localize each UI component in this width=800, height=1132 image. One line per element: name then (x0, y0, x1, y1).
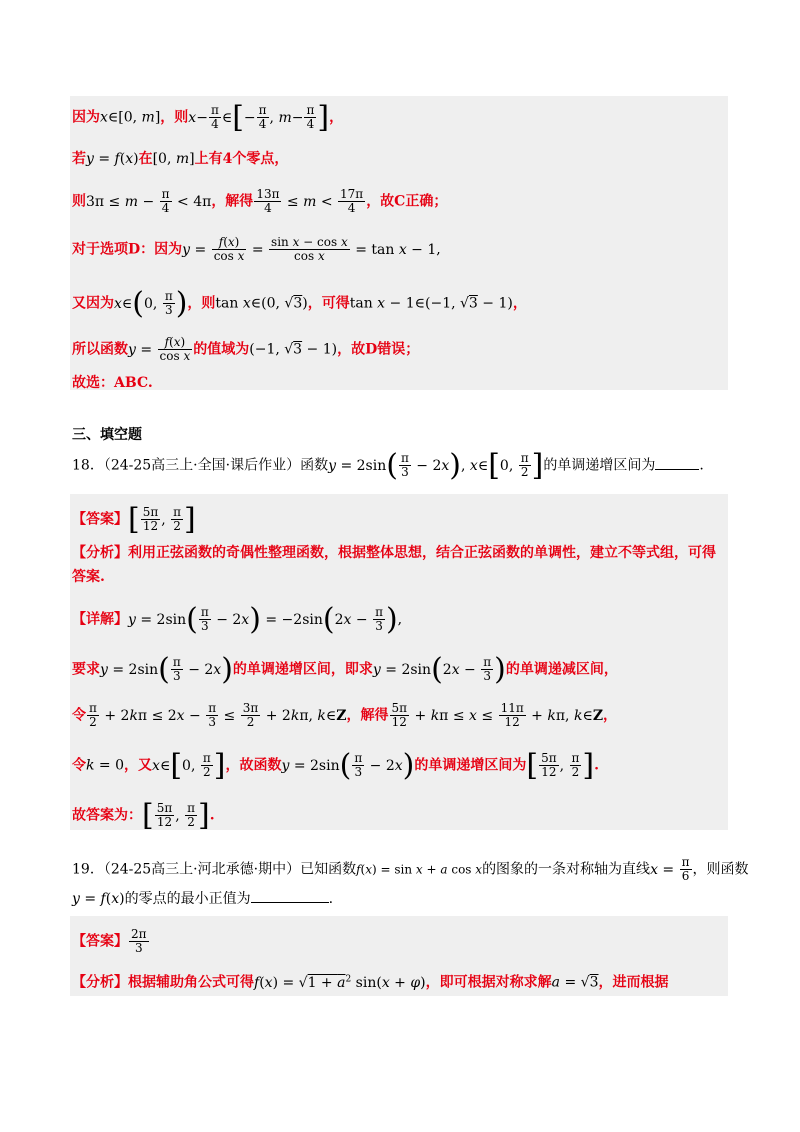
text: ，即可根据对称求解 (425, 974, 552, 991)
text: （24-25高三上·河北承德·期中）已知函数 (103, 861, 357, 878)
text: 故答案为： (72, 807, 142, 824)
q18-detail-2 (72, 651, 728, 687)
math: x (100, 109, 108, 126)
solution-line-5 (72, 285, 728, 321)
math: tan x − 1∈(−1, √3 − 1) (349, 295, 513, 312)
text: ，故D错误； (337, 341, 420, 358)
analysis-label: 【分析】 (72, 974, 128, 991)
text: ，进而根据 (598, 974, 669, 991)
q18-answer (72, 501, 728, 537)
text: 则 (72, 193, 86, 210)
math: 3π ≤ m − $\frac{\pi}{4}$ < 4π (86, 187, 212, 215)
q18-detail-1: 【详解】y = 2sin( $\frac{\pi}{3}$ − 2x) = −2sin(2x − $\frac{\pi}{3}$ ), (72, 601, 403, 637)
text: 根据辅助角公式可得 (128, 974, 254, 991)
math: $\frac{13\pi}{4}$ ≤ m < $\frac{17\pi}{4}$ (256, 187, 364, 215)
math: y = $\frac{f(x)}{\text{cos x}}$ = $\frac{\text{sin x − cos x}}{\text{cos x}}$ = tan x − 1 (182, 235, 437, 263)
math: x = $\frac{\pi}{6}$ (650, 855, 690, 883)
q19-question-1 (72, 855, 749, 883)
q19-analysis (72, 970, 728, 992)
math: $\frac{2\pi}{3}$ (131, 927, 147, 955)
answer-blank (655, 457, 699, 470)
math: x− $\frac{\pi}{4}$ ∈[− $\frac{\pi}{4}$ , m− $\frac{\pi}{4}$ ] (188, 99, 330, 135)
math: [0, m] (152, 151, 195, 167)
answer-label: 【答案】 (72, 511, 128, 528)
q19-answer (72, 928, 728, 955)
text: 上有4个零点， (194, 151, 289, 167)
math: y = f(x) (86, 151, 139, 167)
answer-blank (251, 890, 329, 903)
q18-question (72, 447, 728, 483)
text: ，故函数 (225, 757, 282, 774)
math: y = $\frac{f(x)}{\text{cos x}}$ (128, 335, 191, 363)
math: y = 2sin( $\frac{\pi}{3}$ − 2x), x∈[0, $\frac{\pi}{2}$ ] (328, 447, 544, 483)
q18-detail-4 (72, 747, 728, 783)
math: ∈[0, m] (107, 109, 161, 126)
text: 的单调递增区间为 (414, 757, 527, 774)
solution-line-2 (72, 150, 728, 168)
answer-label: 【答案】 (72, 933, 128, 950)
text: 故选：ABC. (72, 375, 153, 391)
section-title (72, 426, 728, 444)
math: k = 0 (86, 757, 125, 774)
text: . (699, 457, 704, 474)
text: 利用正弦函数的奇偶性整理函数，根据整体思想，结合正弦函数的单调性，建立不等式组，可得 (128, 545, 716, 561)
text: 若 (72, 151, 86, 167)
math: x∈[0, $\frac{\pi}{2}$ ] (152, 747, 226, 783)
text: 三、填空题 (72, 427, 142, 443)
solution-line-6 (72, 336, 728, 363)
solution-line-7 (72, 374, 728, 392)
text: 令 (72, 757, 86, 774)
q19-question-2 (72, 890, 728, 908)
analysis-label: 【分析】 (72, 545, 128, 561)
math: $\frac{\pi}{2}$ + 2kπ ≤ 2x − $\frac{\pi}{3}$ ≤ $\frac{3\pi}{2}$ + 2kπ, k∈Z (89, 701, 347, 729)
text: 要求 (72, 661, 100, 678)
math: tan x∈(0, √3) (215, 295, 308, 312)
math: y = 2sin( $\frac{\pi}{3}$ − 2x) (100, 651, 233, 687)
text: 的单调递增区间，即求 (232, 661, 373, 678)
text: ，解得 (346, 707, 389, 724)
math: a = √3 (551, 974, 599, 991)
text: 所以函数 (72, 341, 128, 358)
math: $\frac{5\pi}{12}$ + kπ ≤ x ≤ $\frac{11\pi}{12}$ + kπ, k∈Z (391, 701, 604, 729)
text: （24-25高三上·全国·课后作业）函数 (103, 457, 329, 474)
text: ， (603, 707, 618, 724)
q18-detail-3 (72, 702, 728, 729)
q18-analysis-1 (72, 544, 728, 562)
math: (−1, √3 − 1) (249, 341, 338, 358)
text: 在 (138, 151, 153, 167)
text: ， (512, 295, 527, 312)
math: $f(x) = √1 + \overline{a}^2$ sin(x + φ) (254, 974, 426, 991)
text: 的图象的一条对称轴为直线 (482, 861, 651, 878)
text: . (328, 891, 334, 907)
q18-final (72, 797, 728, 833)
text: 令 (72, 707, 86, 724)
math: [ $\frac{5\pi}{12}$ , $\frac{\pi}{2}$ ] (128, 501, 196, 537)
solution-line-1 (72, 99, 728, 135)
math: y = 2sin( $\frac{\pi}{3}$ − 2x) (281, 747, 415, 783)
text: ，解得 (211, 193, 254, 210)
math: [ $\frac{5\pi}{12}$ , $\frac{\pi}{2}$ ] (142, 797, 210, 833)
text: . (594, 757, 600, 774)
text: ，可得 (307, 295, 350, 312)
question-number: 19． (72, 861, 104, 878)
text: 的值域为 (193, 341, 250, 358)
math: y = f(x) (72, 891, 125, 907)
question-number: 18． (72, 457, 104, 474)
text: ，则函数 (692, 861, 749, 878)
text: . (209, 807, 215, 824)
text: 的单调递增区间为 (543, 457, 656, 474)
text: ，则 (187, 295, 216, 312)
text: 对于选项D：因为 (72, 241, 183, 258)
text: 的单调递减区间， (505, 661, 618, 678)
text: ，又 (124, 757, 153, 774)
text: ， (329, 109, 344, 126)
math: y = 2sin(2x − $\frac{\pi}{3}$ ) (372, 651, 506, 687)
math: x∈(0, $\frac{\pi}{3}$ ) (114, 285, 188, 321)
detail-label: 【详解】 (72, 611, 128, 628)
solution-line-3 (72, 188, 728, 215)
solution-line-4: 对于选项D：因为y = $\frac{f(x)}{\text{cos x}}$ = $\frac{\text{sin x − cos x}}{\text{cos x}}$ = tan x − 1, (72, 235, 441, 263)
q18-analysis-2 (72, 568, 728, 586)
text: 又因为 (72, 295, 114, 312)
text: ，则 (160, 109, 189, 126)
text: 答案. (72, 569, 105, 585)
math: [ $\frac{5\pi}{12}$ , $\frac{\pi}{2}$ ] (526, 747, 595, 783)
math: f(x) = sin x + a cos x (356, 862, 483, 877)
text: 的零点的最小正值为 (124, 891, 251, 907)
text: 因为 (72, 109, 100, 126)
text: ，故C正确； (366, 193, 448, 210)
math: y = 2sin( $\frac{\pi}{3}$ − 2x) = −2sin(2x − $\frac{\pi}{3}$ ) (128, 601, 398, 637)
